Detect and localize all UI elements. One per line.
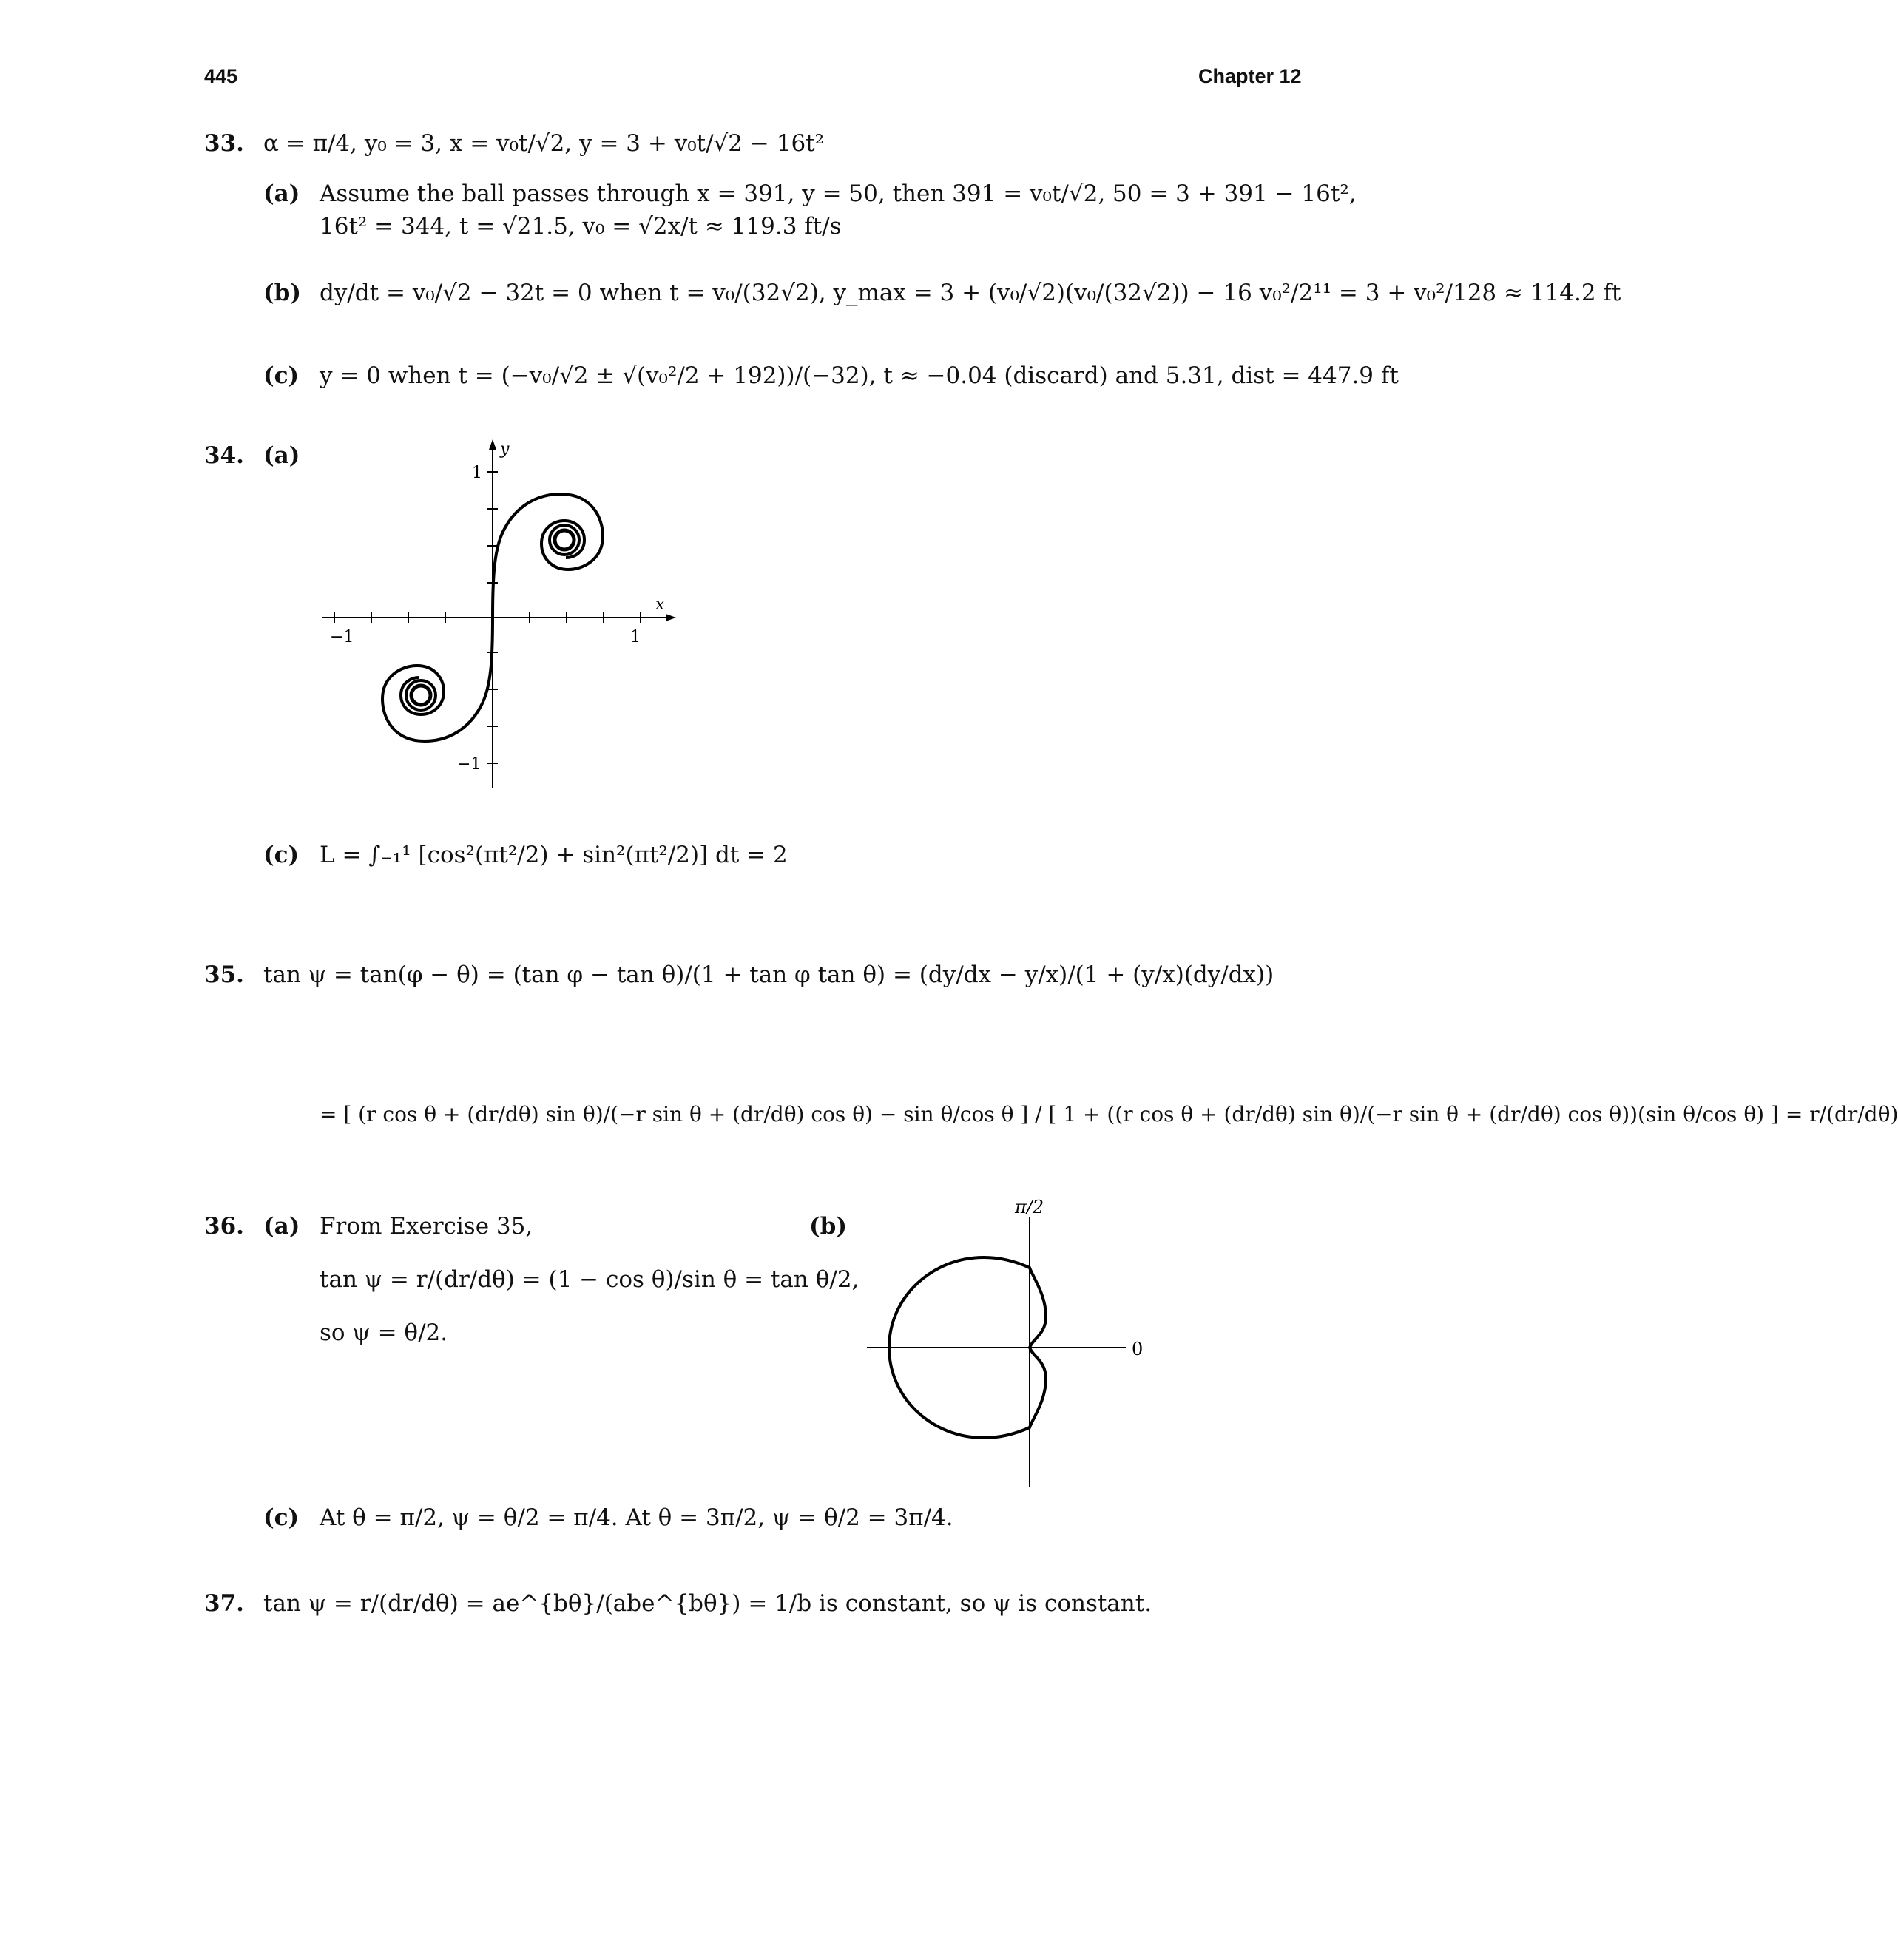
part-c-equation: y = 0 when t = (−v₀/√2 ± √(v₀²/2 + 192))/(−32), t ≈ −0.04 (discard) and 5.31, dist = 447.9 ft [320,362,1399,389]
part-label: (c) [263,1504,300,1531]
part-b-equation: dy/dt = v₀/√2 − 32t = 0 when t = v₀/(32√2), y_max = 3 + (v₀/√2)(v₀/(32√2)) − 16 v₀²/2¹¹ = 3 + v₀²/128 ≈ 114.2 ft [320,280,1621,306]
spiral-lower-core [411,686,430,705]
part-label: (c) [263,842,300,868]
derivation-line-1: tan ψ = tan(φ − θ) = (tan φ − tan θ)/(1 + tan φ tan θ) = (dy/dx − y/x)/(1 + (y/x)(dy/dx)) [263,962,1274,988]
exercise-number: 33. [204,130,244,157]
x-tick-label: −1 [330,628,354,646]
part-c-text: At θ = π/2, ψ = θ/2 = π/4. At θ = 3π/2, ψ = θ/2 = 3π/4. [320,1504,953,1531]
part-label: (b) [263,280,302,306]
exercise-text: tan ψ = r/(dr/dθ) = ae^{bθ}/(abe^{bθ}) = 1/b is constant, so ψ is constant. [263,1590,1152,1617]
exercise-number: 36. [204,1213,244,1240]
x-axis-label: x [655,595,665,614]
y-axis-label: y [500,440,510,459]
part-a-line2: 16t² = 344, t = √21.5, v₀ = √2x/t ≈ 119.3 ft/s [320,213,842,240]
x-tick-label: 1 [630,628,641,646]
y-tick-label: 1 [472,464,482,482]
exercise-number: 34. [204,442,244,469]
x-axis-arrow [666,614,676,621]
derivation-line-2: = [ (r cos θ + (dr/dθ) sin θ)/(−r sin θ + (dr/dθ) cos θ) − sin θ/cos θ ] / [ 1 + ((r cos θ + (dr/dθ) sin θ)/(−r sin θ + (dr/dθ) cos θ))(sin θ/cos θ) ] = r/(dr/dθ) [320,1102,1898,1126]
part-label: (a) [263,442,300,469]
part-a-intro: From Exercise 35, [320,1213,533,1240]
part-a-line1: Assume the ball passes through x = 391, y = 50, then 391 = v₀t/√2, 50 = 3 + 391 − 16t², [320,180,1357,207]
spiral-upper-branch [493,494,603,618]
part-a-equation: tan ψ = r/(dr/dθ) = (1 − cos θ)/sin θ = tan θ/2, [320,1266,859,1293]
cornu-spiral-graph [311,436,695,799]
chapter-title: Chapter 12 [1198,65,1302,87]
polar-graph [858,1198,1183,1494]
exercise-number: 35. [204,962,244,988]
y-axis-arrow [489,439,496,450]
part-label: (b) [809,1213,848,1240]
exercise-statement: α = π/4, y₀ = 3, x = v₀t/√2, y = 3 + v₀t/√2 − 16t² [263,130,825,157]
label-pi-over-2: π/2 [1015,1197,1044,1217]
y-tick-label: −1 [457,755,482,774]
exercise-number: 37. [204,1590,244,1617]
spiral-upper-core [555,530,574,550]
part-label: (c) [263,362,300,389]
part-a-conclusion: so ψ = θ/2. [320,1319,448,1346]
spiral-lower-branch [382,618,493,741]
part-label: (a) [263,1213,300,1240]
label-zero: 0 [1132,1339,1144,1359]
part-label: (a) [263,180,300,207]
page-number: 445 [204,65,238,87]
arc-length-equation: L = ∫₋₁¹ [cos²(πt²/2) + sin²(πt²/2)] dt = 2 [320,842,788,868]
